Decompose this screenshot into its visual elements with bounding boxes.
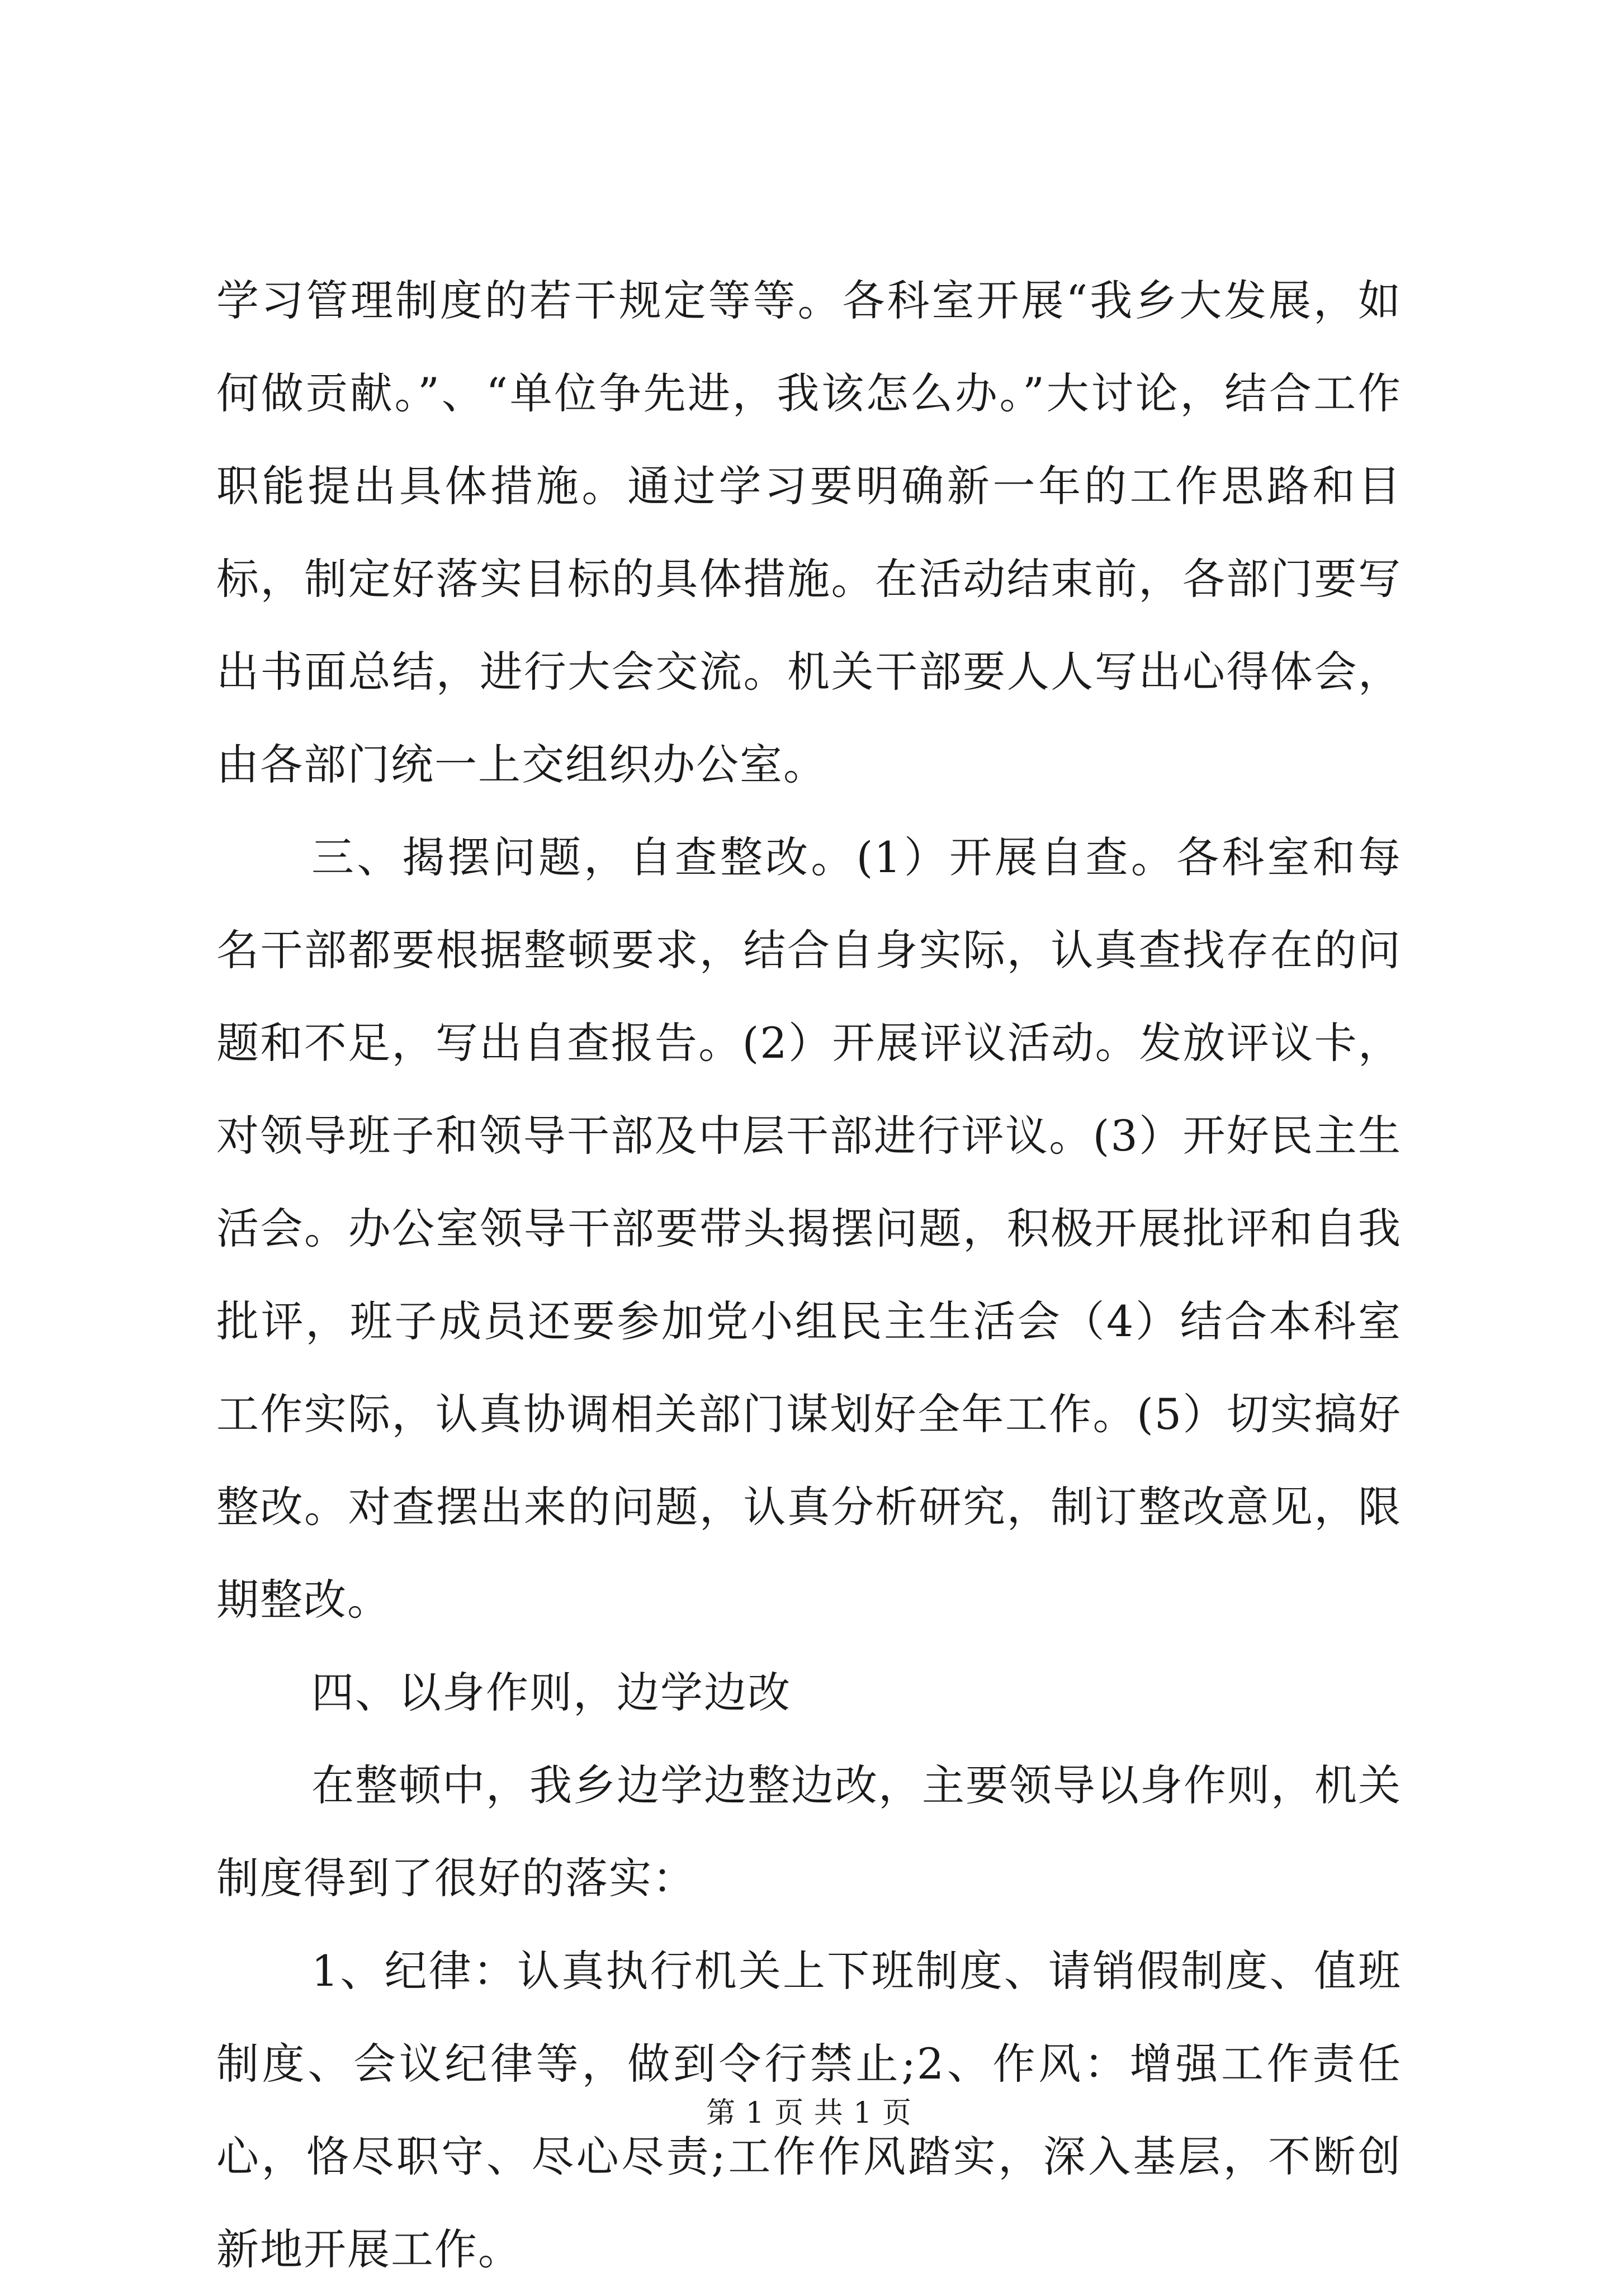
page-number-label: 第 1 页 共 1 页 (706, 2096, 912, 2130)
paragraph-rectification: 在整顿中，我乡边学边整边改，主要领导以身作则，机关制度得到了很好的落实： (216, 1760, 1402, 1903)
paragraph-self-inspection: 三、揭摆问题，自查整改。(1）开展自查。各科室和每名干部都要根据整顿要求，结合自身实际，认真查找存在的问题和不足，写出自查报告。(2）开展评议活动。发放评议卡，对领导班子和领导干部及中层干部进行评议。(3）开好民主生活会。办公室领导干部要带头揭摆问题，积极开展批评和自我批评，班子成员还要参加党小组民主生活会（4）结合本科室工作实际，认真协调相关部门谋划好全年工作。(5）切实搞好整改。对查摆出来的问题，认真分析研究，制订整改意见，限期整改。 (216, 832, 1402, 1625)
document-body (216, 254, 1402, 2296)
section-heading-lead-by-example: 四、以身作则，边学边改 (311, 1668, 791, 1717)
page-footer (0, 2094, 1618, 2133)
paragraph-discipline-work-style: 1、纪律：认真执行机关上下班制度、请销假制度、值班制度、会议纪律等，做到令行禁止;2、作风：增强工作责任心，恪尽职守、尽心尽责;工作作风踏实，深入基层，不断创新地开展工作。 (216, 1946, 1402, 2274)
paragraph-study-regulations: 学习管理制度的若干规定等等。各科室开展“我乡大发展，如何做贡献。”、“单位争先进，我该怎么办。”大讨论，结合工作职能提出具体措施。通过学习要明确新一年的工作思路和目标，制定好落实目标的具体措施。在活动结束前，各部门要写出书面总结，进行大会交流。机关干部要人人写出心得体会，由各部门统一上交组织办公室。 (216, 276, 1402, 789)
